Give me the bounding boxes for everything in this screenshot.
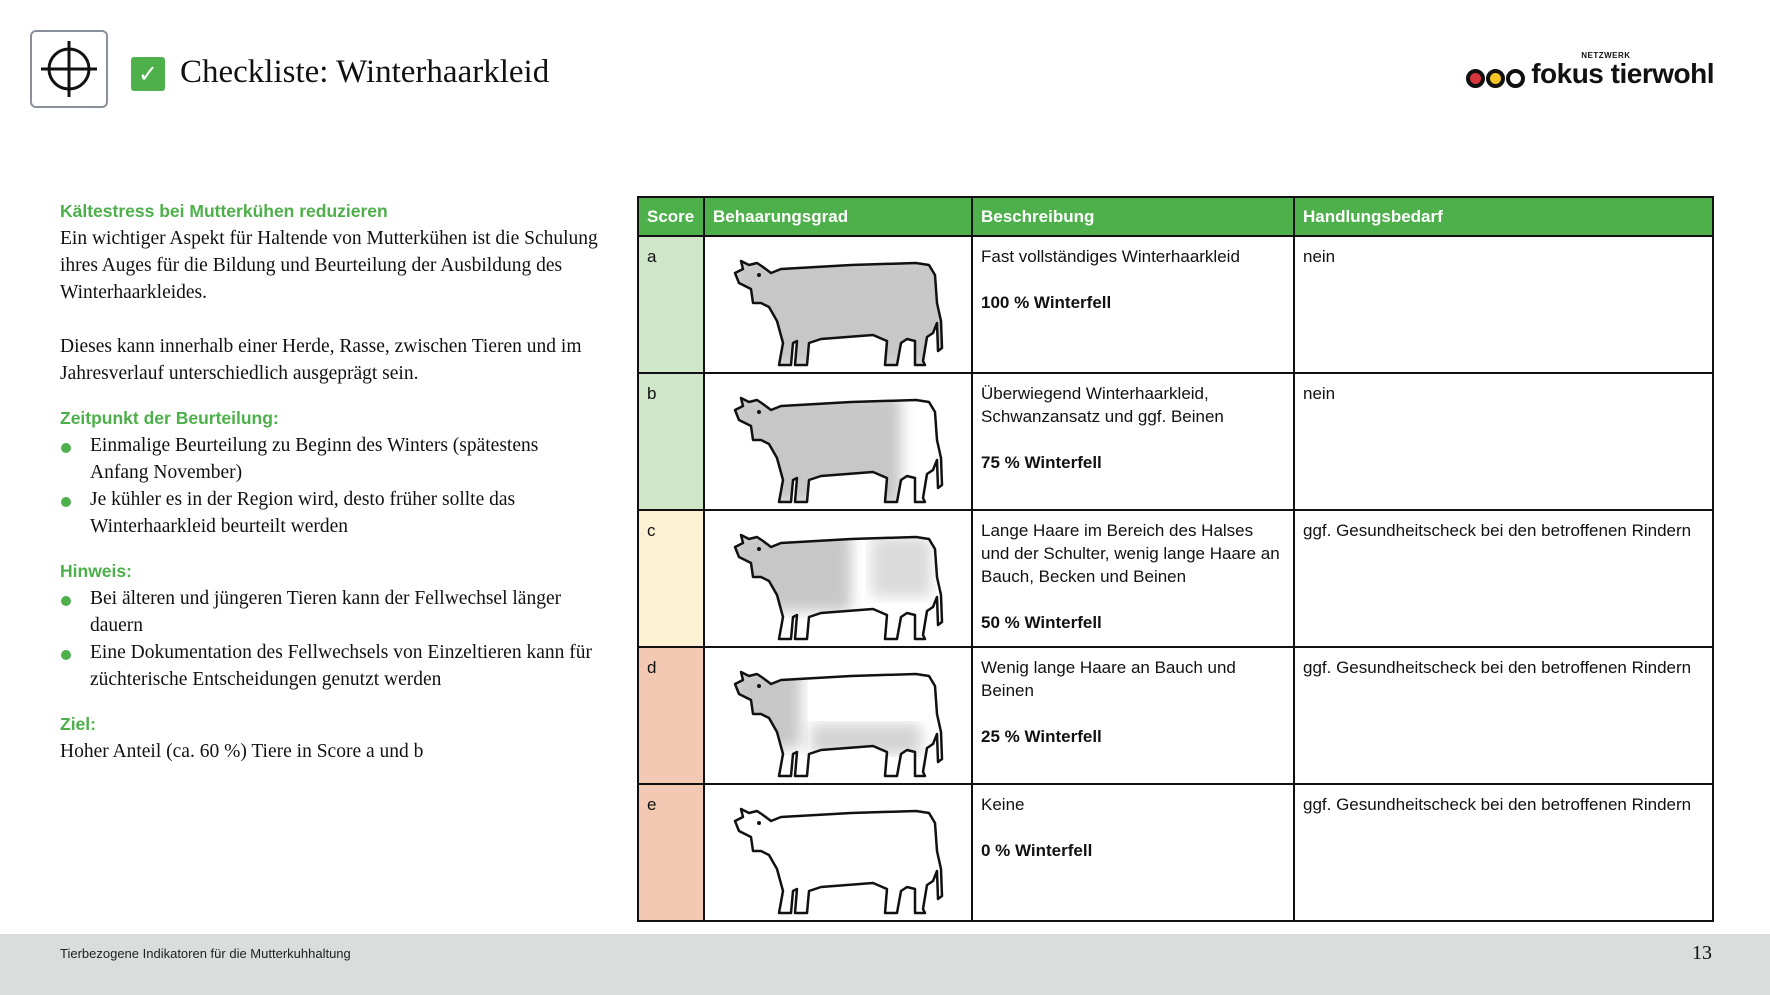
target-icon — [30, 30, 108, 108]
heading-zeitpunkt: Zeitpunkt der Beurteilung: — [60, 408, 279, 428]
ziel-text: Hoher Anteil (ca. 60 %) Tiere in Score a und b — [60, 741, 424, 762]
cow-icon — [711, 654, 961, 780]
cow-icon — [711, 243, 961, 369]
table-row — [638, 647, 1713, 784]
cow-icon — [711, 791, 961, 917]
score-cell: e — [638, 784, 704, 921]
intro-paragraph-1: Ein wichtiger Aspekt für Haltende von Mutterkühen ist die Schulung ihres Auges für die Bildung und Beurteilung der Ausbildung des Winterhaarkleides. — [60, 228, 598, 303]
brand-small-text: NETZWERK — [1581, 51, 1631, 60]
cow-illustration-cell — [704, 373, 972, 510]
intro-paragraph-2: Dieses kann innerhalb einer Herde, Rasse, zwischen Tieren und im Jahresverlauf unterschiedlich ausgeprägt sein. — [60, 336, 582, 384]
footer-text: Tierbezogene Indikatoren für die Mutterkuhhaltung — [60, 946, 351, 961]
page-number: 13 — [1692, 942, 1712, 964]
table-row — [638, 784, 1713, 921]
action-cell: nein — [1294, 236, 1713, 373]
table-row — [638, 510, 1713, 647]
column-header-behaarungsgrad: Behaarungsgrad — [704, 197, 972, 236]
footer — [0, 934, 1770, 995]
score-cell: a — [638, 236, 704, 373]
description-cell — [972, 373, 1294, 510]
column-header-score: Score — [638, 197, 704, 236]
cow-illustration-cell — [704, 510, 972, 647]
score-table — [637, 196, 1714, 922]
cow-icon — [711, 517, 961, 643]
description-text: Keine — [981, 795, 1025, 814]
action-cell: ggf. Gesundheitscheck bei den betroffenen Rindern — [1294, 647, 1713, 784]
score-cell: c — [638, 510, 704, 647]
cow-icon — [711, 380, 961, 506]
column-header-beschreibung: Beschreibung — [972, 197, 1294, 236]
hinweis-list — [60, 585, 600, 693]
description-text: Überwiegend Winterhaarkleid, Schwanzansatz und ggf. Beinen — [981, 384, 1224, 426]
winterfell-percentage: 25 % Winterfell — [981, 727, 1102, 746]
description-text: Lange Haare im Bereich des Halses und der Schulter, wenig lange Haare an Bauch, Becken und Beinen — [981, 521, 1280, 586]
table-row — [638, 236, 1713, 373]
table-row — [638, 373, 1713, 510]
action-cell: ggf. Gesundheitscheck bei den betroffenen Rindern — [1294, 784, 1713, 921]
winterfell-percentage: 75 % Winterfell — [981, 453, 1102, 472]
description-cell — [972, 236, 1294, 373]
description-cell — [972, 510, 1294, 647]
description-text: Fast vollständiges Winterhaarkleid — [981, 247, 1240, 266]
intro-text — [60, 198, 600, 765]
score-cell: b — [638, 373, 704, 510]
winterfell-percentage: 0 % Winterfell — [981, 841, 1093, 860]
score-cell: d — [638, 647, 704, 784]
page-title: Checkliste: Winterhaarkleid — [180, 54, 550, 90]
brand-logo — [1466, 52, 1714, 88]
table-header-row — [638, 197, 1713, 236]
list-item: Einmalige Beurteilung zu Beginn des Winters (spätestens Anfang November) — [60, 432, 600, 486]
heading-kaeltestress: Kältestress bei Mutterkühen reduzieren — [60, 201, 388, 221]
description-cell — [972, 784, 1294, 921]
column-header-handlungsbedarf: Handlungsbedarf — [1294, 197, 1713, 236]
description-cell — [972, 647, 1294, 784]
cow-illustration-cell — [704, 236, 972, 373]
logo-eyes-icon — [1466, 69, 1525, 88]
action-cell: ggf. Gesundheitscheck bei den betroffenen Rindern — [1294, 510, 1713, 647]
action-cell: nein — [1294, 373, 1713, 510]
list-item: Eine Dokumentation des Fellwechsels von Einzeltieren kann für züchterische Entscheidungen genutzt werden — [60, 639, 600, 693]
zeitpunkt-list — [60, 432, 600, 540]
list-item: Je kühler es in der Region wird, desto früher sollte das Winterhaarkleid beurteilt werden — [60, 486, 600, 540]
heading-ziel: Ziel: — [60, 714, 96, 734]
list-item: Bei älteren und jüngeren Tieren kann der Fellwechsel länger dauern — [60, 585, 600, 639]
winterfell-percentage: 50 % Winterfell — [981, 613, 1102, 632]
brand-name: fokus tierwohl — [1531, 58, 1714, 89]
winterfell-percentage: 100 % Winterfell — [981, 293, 1112, 312]
heading-hinweis: Hinweis: — [60, 561, 132, 581]
cow-illustration-cell — [704, 647, 972, 784]
cow-illustration-cell — [704, 784, 972, 921]
checkmark-icon: ✓ — [131, 57, 165, 91]
description-text: Wenig lange Haare an Bauch und Beinen — [981, 658, 1236, 700]
